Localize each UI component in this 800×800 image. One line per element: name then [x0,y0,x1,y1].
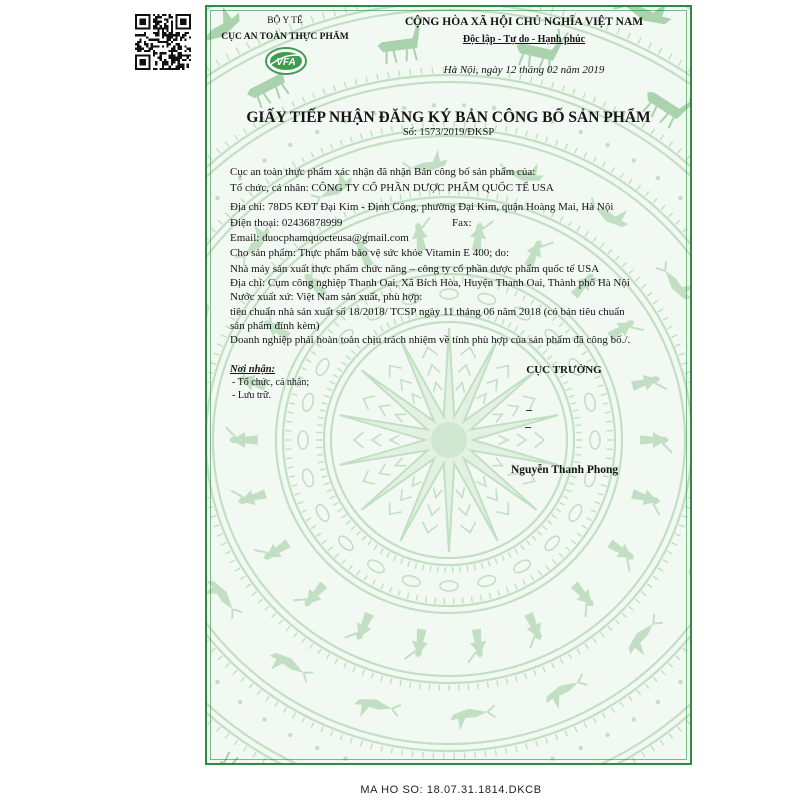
signature-mark [525,427,531,428]
origin-line: Nước xuất xứ: Việt Nam sản xuất, phù hợp: [230,291,423,303]
document-title: GIẤY TIẾP NHẬN ĐĂNG KÝ BẢN CÔNG BỐ SẢN PHẨM [246,109,651,126]
national-motto-text: Độc lập - Tự do - Hạnh phúc [462,34,586,45]
phone-line: Điện thoại: 02436878999 [230,217,343,229]
standard-line: tiêu chuẩn nhà sản xuất số 18/2018/ TCSP ngày 11 tháng 06 năm 2018 (có bản tiêu chuẩn [230,306,625,318]
organization-line: Tổ chức, cá nhân: CÔNG TY CỔ PHẦN DƯỢC PHẨM QUỐC TẾ USA [230,182,554,194]
nation-name: CỘNG HÒA XÃ HỘI CHỦ NGHĨA VIỆT NAM [404,16,644,28]
logo-text: VFA [276,57,296,68]
document-number: Số: 1573/2019/ĐKSP [402,127,495,138]
place-date: Hà Nội, ngày 12 tháng 02 năm 2019 [443,64,605,76]
product-line: Cho sản phẩm: Thực phẩm bảo vệ sức khỏe Vitamin E 400; do: [230,247,510,259]
email-line: Email: duocphamquocteusa@gmail.com [230,232,409,244]
standard-line-continued: sản phẩm đính kèm) [230,320,320,332]
qr-code-graphic [135,14,191,70]
manufacturer-line: Nhà máy sản xuất thực phẩm chức năng – công ty cổ phần dược phẩm quốc tế USA [230,263,600,275]
file-code: MA HO SO: 18.07.31.1814.DKCB [360,784,542,796]
signature-mark [526,410,532,411]
fax-line: Fax: [452,217,472,229]
recipients-label: Nơi nhận: [230,364,276,375]
agency-name: CỤC AN TOÀN THỰC PHẨM [221,32,349,42]
signatory-title: CỤC TRƯỞNG [526,364,602,376]
address-line: Địa chỉ: 78D5 KĐT Đại Kim - Định Công, phường Đại Kim, quận Hoàng Mai, Hà Nội [230,201,614,213]
national-motto [380,34,668,46]
recipient-item: - Tổ chức, cá nhân; [232,377,310,388]
qr-code [135,14,191,70]
vfa-logo [264,46,308,76]
manufacturer-address-line: Địa chỉ: Cụm công nghiệp Thanh Oai, Xã Bích Hòa, Huyện Thanh Oai, Thành phố Hà Nội [230,277,630,289]
signer-name: Nguyễn Thanh Phong [511,464,619,476]
intro-line: Cục an toàn thực phẩm xác nhận đã nhận Bản công bố sản phẩm của: [230,166,536,178]
recipient-item: - Lưu trữ. [232,390,271,401]
responsibility-line: Doanh nghiệp phải hoàn toàn chịu trách nhiệm về tính phù hợp của sản phẩm đã công bố./. [230,334,631,346]
ministry-name: BỘ Y TẾ [267,16,303,26]
